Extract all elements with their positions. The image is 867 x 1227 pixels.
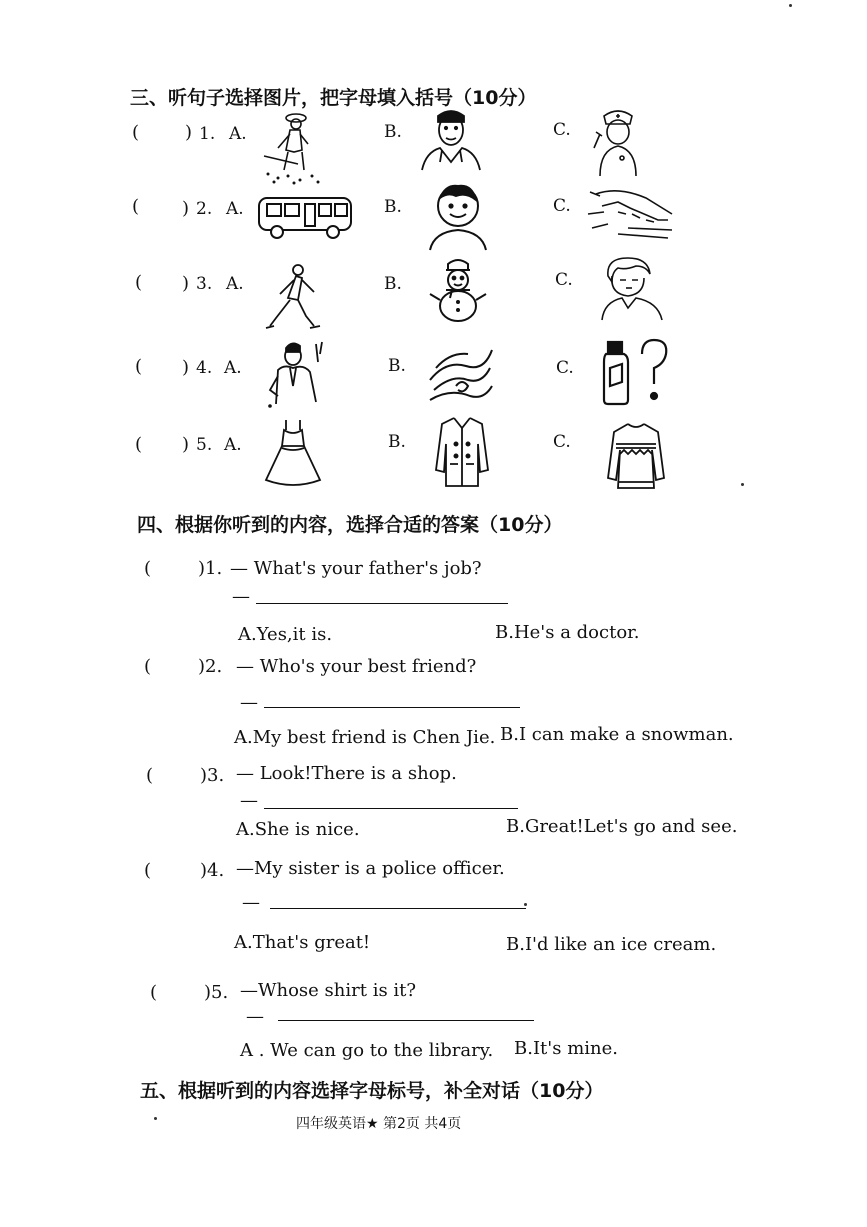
option-c-label: C.	[553, 196, 571, 216]
answer-paren-open[interactable]: (	[150, 982, 158, 1003]
answer-blank-line[interactable]	[264, 707, 520, 708]
option-a-label: A.	[224, 435, 242, 455]
option-b: B.He's a doctor.	[495, 622, 640, 643]
option-a: A.That's great!	[234, 932, 371, 953]
option-b-label: B.	[384, 197, 402, 217]
scan-speck	[789, 4, 792, 7]
woman-icon[interactable]	[596, 254, 666, 324]
option-b: B.I'd like an ice cream.	[506, 934, 717, 955]
option-a-label: A.	[229, 124, 247, 144]
option-b: B.I can make a snowman.	[500, 724, 734, 745]
answer-blank-line[interactable]	[264, 808, 518, 809]
question-number: )3.	[200, 765, 225, 786]
option-b-label: B.	[384, 274, 402, 294]
question-number: 5.	[196, 435, 213, 455]
section3-title: 三、听句子选择图片，把字母填入括号（10分）	[130, 87, 537, 109]
scan-speck	[741, 483, 744, 486]
bottle-question-icon[interactable]	[600, 336, 672, 408]
question-number: )4.	[200, 860, 225, 881]
answer-paren-open[interactable]: (	[132, 196, 140, 217]
question-number: )5.	[204, 982, 229, 1003]
answer-paren-open[interactable]: (	[144, 558, 152, 579]
option-c-label: C.	[556, 358, 574, 378]
train-icon[interactable]	[588, 184, 674, 240]
answer-blank-line[interactable]	[256, 603, 508, 604]
wind-icon[interactable]	[426, 340, 496, 408]
option-a: A . We can go to the library.	[240, 1040, 494, 1061]
option-b-label: B.	[384, 122, 402, 142]
answer-paren-close: )	[182, 434, 190, 455]
answer-paren-close: )	[182, 357, 190, 378]
answer-paren-open[interactable]: (	[135, 272, 143, 293]
answer-paren-open[interactable]: (	[135, 434, 143, 455]
option-a-label: A.	[224, 358, 242, 378]
answer-dash: —	[242, 892, 260, 913]
option-a-label: A.	[226, 274, 244, 294]
bus-icon[interactable]	[255, 192, 355, 242]
question-number: )2.	[198, 656, 223, 677]
question-number: 3.	[196, 274, 213, 294]
option-b-label: B.	[388, 432, 406, 452]
option-a-label: A.	[226, 199, 244, 219]
scan-speck	[154, 1117, 157, 1120]
answer-dash: —	[240, 790, 258, 811]
sweater-icon[interactable]	[604, 420, 668, 492]
answer-paren-close: )	[182, 198, 190, 219]
option-c-label: C.	[555, 270, 573, 290]
answer-dash: —	[240, 692, 258, 713]
answer-dash: —	[246, 1006, 264, 1027]
option-b: B.Great!Let's go and see.	[506, 816, 738, 837]
answer-blank-line[interactable]	[270, 908, 526, 909]
section5-title: 五、根据听到的内容选择字母标号，补全对话（10分）	[140, 1080, 604, 1102]
question-text: — Who's your best friend?	[236, 656, 477, 677]
section4-title: 四、根据你听到的内容，选择合适的答案（10分）	[137, 514, 563, 536]
answer-paren-open[interactable]: (	[135, 356, 143, 377]
businessman-icon[interactable]	[264, 340, 330, 410]
scan-speck	[524, 903, 527, 906]
question-number: 1.	[199, 124, 216, 144]
nurse-icon[interactable]	[590, 108, 646, 176]
question-text: —Whose shirt is it?	[240, 980, 417, 1001]
boy-icon[interactable]	[426, 180, 490, 250]
answer-blank-line[interactable]	[278, 1020, 534, 1021]
answer-paren-open[interactable]: (	[132, 122, 140, 143]
answer-paren-close: )	[182, 273, 190, 294]
option-c-label: C.	[553, 120, 571, 140]
option-a: A.Yes,it is.	[238, 624, 333, 645]
option-a: A.My best friend is Chen Jie.	[234, 727, 496, 748]
snowman-icon[interactable]	[428, 256, 488, 324]
coat-icon[interactable]	[430, 414, 494, 490]
answer-paren-open[interactable]: (	[144, 860, 152, 881]
page-footer: 四年级英语★ 第2页 共4页	[296, 1116, 462, 1132]
question-text: —My sister is a police officer.	[236, 858, 505, 879]
doctor-icon[interactable]	[418, 106, 484, 172]
dress-icon[interactable]	[262, 418, 324, 488]
question-number: )1.	[198, 558, 223, 579]
farmer-icon[interactable]	[258, 110, 328, 186]
option-b-label: B.	[388, 356, 406, 376]
question-number: 2.	[196, 199, 213, 219]
answer-dash: —	[232, 586, 250, 607]
question-number: 4.	[196, 358, 213, 378]
walking-man-icon[interactable]	[262, 262, 324, 332]
question-text: — What's your father's job?	[230, 558, 482, 579]
answer-paren-close: )	[185, 122, 193, 143]
option-b: B.It's mine.	[514, 1038, 618, 1059]
option-a: A.She is nice.	[236, 819, 360, 840]
answer-paren-open[interactable]: (	[146, 765, 154, 786]
answer-paren-open[interactable]: (	[144, 656, 152, 677]
option-c-label: C.	[553, 432, 571, 452]
question-text: — Look!There is a shop.	[236, 763, 457, 784]
